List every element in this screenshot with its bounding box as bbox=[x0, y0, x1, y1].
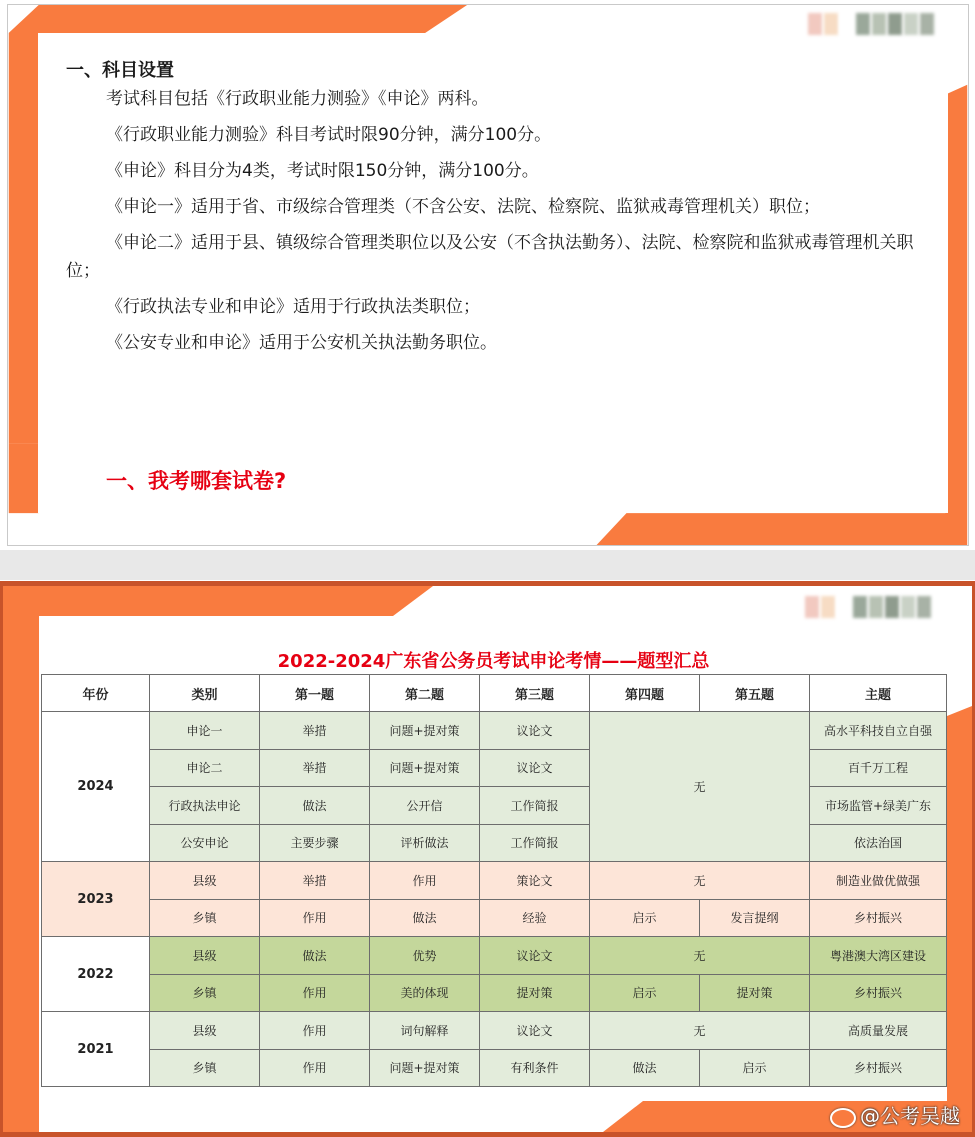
table-cell: 经验 bbox=[480, 899, 590, 937]
text-line: 考试科目包括《行政职业能力测验》《申论》两科。 bbox=[106, 89, 489, 109]
table-cell: 策论文 bbox=[480, 862, 590, 900]
table-cell: 行政执法申论 bbox=[150, 787, 260, 825]
table-cell: 议论文 bbox=[480, 1012, 590, 1050]
table-cell: 县级 bbox=[150, 937, 260, 975]
watermark-text: @公考吴越 bbox=[860, 1104, 960, 1128]
table-cell: 乡镇 bbox=[150, 1049, 260, 1087]
table-row bbox=[42, 974, 947, 1012]
table-cell: 作用 bbox=[260, 974, 370, 1012]
table-row bbox=[42, 824, 947, 862]
table-cell: 优势 bbox=[370, 937, 480, 975]
table-cell: 做法 bbox=[260, 787, 370, 825]
table-title: 2022-2024广东省公务员考试申论考情——题型汇总 bbox=[277, 651, 710, 672]
table-row bbox=[42, 899, 947, 937]
theme-cell: 高质量发展 bbox=[810, 1012, 947, 1050]
table-cell: 议论文 bbox=[480, 712, 590, 750]
header-cell: 第五题 bbox=[700, 675, 810, 712]
table-cell: 做法 bbox=[370, 899, 480, 937]
table-cell: 问题+提对策 bbox=[370, 749, 480, 787]
table-cell-none: 无 bbox=[590, 1012, 810, 1050]
theme-cell: 百千万工程 bbox=[810, 749, 947, 787]
table-cell: 议论文 bbox=[480, 937, 590, 975]
table-cell: 启示 bbox=[590, 899, 700, 937]
table-cell: 发言提纲 bbox=[700, 899, 810, 937]
year-cell: 2022 bbox=[42, 937, 150, 1012]
header-cell: 第四题 bbox=[590, 675, 700, 712]
year-cell: 2023 bbox=[42, 862, 150, 937]
table-cell: 乡镇 bbox=[150, 974, 260, 1012]
table-cell: 公安申论 bbox=[150, 824, 260, 862]
year-cell: 2021 bbox=[42, 1012, 150, 1087]
table-cell: 作用 bbox=[260, 1012, 370, 1050]
table-cell: 申论一 bbox=[150, 712, 260, 750]
theme-cell: 市场监管+绿美广东 bbox=[810, 787, 947, 825]
text-line: 《申论》科目分为4类，考试时限150分钟，满分100分。 bbox=[106, 161, 539, 181]
table-cell: 问题+提对策 bbox=[370, 1049, 480, 1087]
slide-inner bbox=[3, 586, 972, 1132]
table-cell: 作用 bbox=[370, 862, 480, 900]
text-line: 《申论二》适用于县、镇级综合管理类职位以及公安（不含执法勤务）、法院、检察院和监狱戒毒管理机关职位； bbox=[66, 233, 914, 281]
table-cell: 申论二 bbox=[150, 749, 260, 787]
table-cell: 词句解释 bbox=[370, 1012, 480, 1050]
header-cell: 第三题 bbox=[480, 675, 590, 712]
table-cell: 县级 bbox=[150, 862, 260, 900]
table-cell: 启示 bbox=[700, 1049, 810, 1087]
header-cell: 年份 bbox=[42, 675, 150, 712]
table-cell: 美的体现 bbox=[370, 974, 480, 1012]
table-row bbox=[42, 862, 947, 900]
table-cell: 议论文 bbox=[480, 749, 590, 787]
table-cell: 提对策 bbox=[480, 974, 590, 1012]
weibo-watermark bbox=[830, 1100, 960, 1129]
table-row bbox=[42, 712, 947, 750]
subject-text-block bbox=[66, 57, 916, 365]
table-header-row bbox=[42, 675, 947, 712]
theme-cell: 乡村振兴 bbox=[810, 1049, 947, 1087]
table-cell: 工作简报 bbox=[480, 787, 590, 825]
table-cell: 做法 bbox=[260, 937, 370, 975]
table-cell: 公开信 bbox=[370, 787, 480, 825]
table-cell: 举措 bbox=[260, 862, 370, 900]
blurred-watermark bbox=[808, 13, 936, 35]
table-cell-none: 无 bbox=[590, 937, 810, 975]
section-heading: 一、科目设置 bbox=[66, 60, 174, 81]
table-cell: 启示 bbox=[590, 974, 700, 1012]
table-cell: 作用 bbox=[260, 899, 370, 937]
table-cell: 举措 bbox=[260, 749, 370, 787]
table-cell: 县级 bbox=[150, 1012, 260, 1050]
theme-cell: 高水平科技自立自强 bbox=[810, 712, 947, 750]
table-cell: 主要步骤 bbox=[260, 824, 370, 862]
table-cell: 乡镇 bbox=[150, 899, 260, 937]
header-cell: 第一题 bbox=[260, 675, 370, 712]
table-row bbox=[42, 1012, 947, 1050]
question-heading: 一、我考哪套试卷? bbox=[106, 469, 287, 493]
slide-gap bbox=[0, 550, 975, 580]
table-cell: 提对策 bbox=[700, 974, 810, 1012]
table-cell: 评析做法 bbox=[370, 824, 480, 862]
text-line: 《公安专业和申论》适用于公安机关执法勤务职位。 bbox=[106, 333, 497, 353]
table-cell-none: 无 bbox=[590, 712, 810, 862]
header-cell: 第二题 bbox=[370, 675, 480, 712]
table-cell: 问题+提对策 bbox=[370, 712, 480, 750]
table-row bbox=[42, 749, 947, 787]
year-cell: 2024 bbox=[42, 712, 150, 862]
weibo-logo-icon bbox=[830, 1108, 856, 1128]
table-cell: 工作简报 bbox=[480, 824, 590, 862]
theme-cell: 粤港澳大湾区建设 bbox=[810, 937, 947, 975]
slide-question-summary bbox=[0, 581, 975, 1137]
table-cell: 做法 bbox=[590, 1049, 700, 1087]
theme-cell: 依法治国 bbox=[810, 824, 947, 862]
text-line: 《行政职业能力测验》科目考试时限90分钟，满分100分。 bbox=[106, 125, 552, 145]
table-row bbox=[42, 787, 947, 825]
text-line: 《申论一》适用于省、市级综合管理类（不含公安、法院、检察院、监狱戒毒管理机关）职位； bbox=[106, 197, 820, 217]
table-cell: 作用 bbox=[260, 1049, 370, 1087]
question-type-table bbox=[41, 674, 947, 1087]
blurred-watermark bbox=[805, 596, 933, 618]
table-row bbox=[42, 1049, 947, 1087]
table-cell: 有利条件 bbox=[480, 1049, 590, 1087]
table-cell-none: 无 bbox=[590, 862, 810, 900]
header-cell: 类别 bbox=[150, 675, 260, 712]
theme-cell: 制造业做优做强 bbox=[810, 862, 947, 900]
slide-subject-settings bbox=[7, 4, 969, 546]
theme-cell: 乡村振兴 bbox=[810, 899, 947, 937]
table-cell: 举措 bbox=[260, 712, 370, 750]
table-row bbox=[42, 937, 947, 975]
header-cell: 主题 bbox=[810, 675, 947, 712]
text-line: 《行政执法专业和申论》适用于行政执法类职位； bbox=[106, 297, 480, 317]
theme-cell: 乡村振兴 bbox=[810, 974, 947, 1012]
